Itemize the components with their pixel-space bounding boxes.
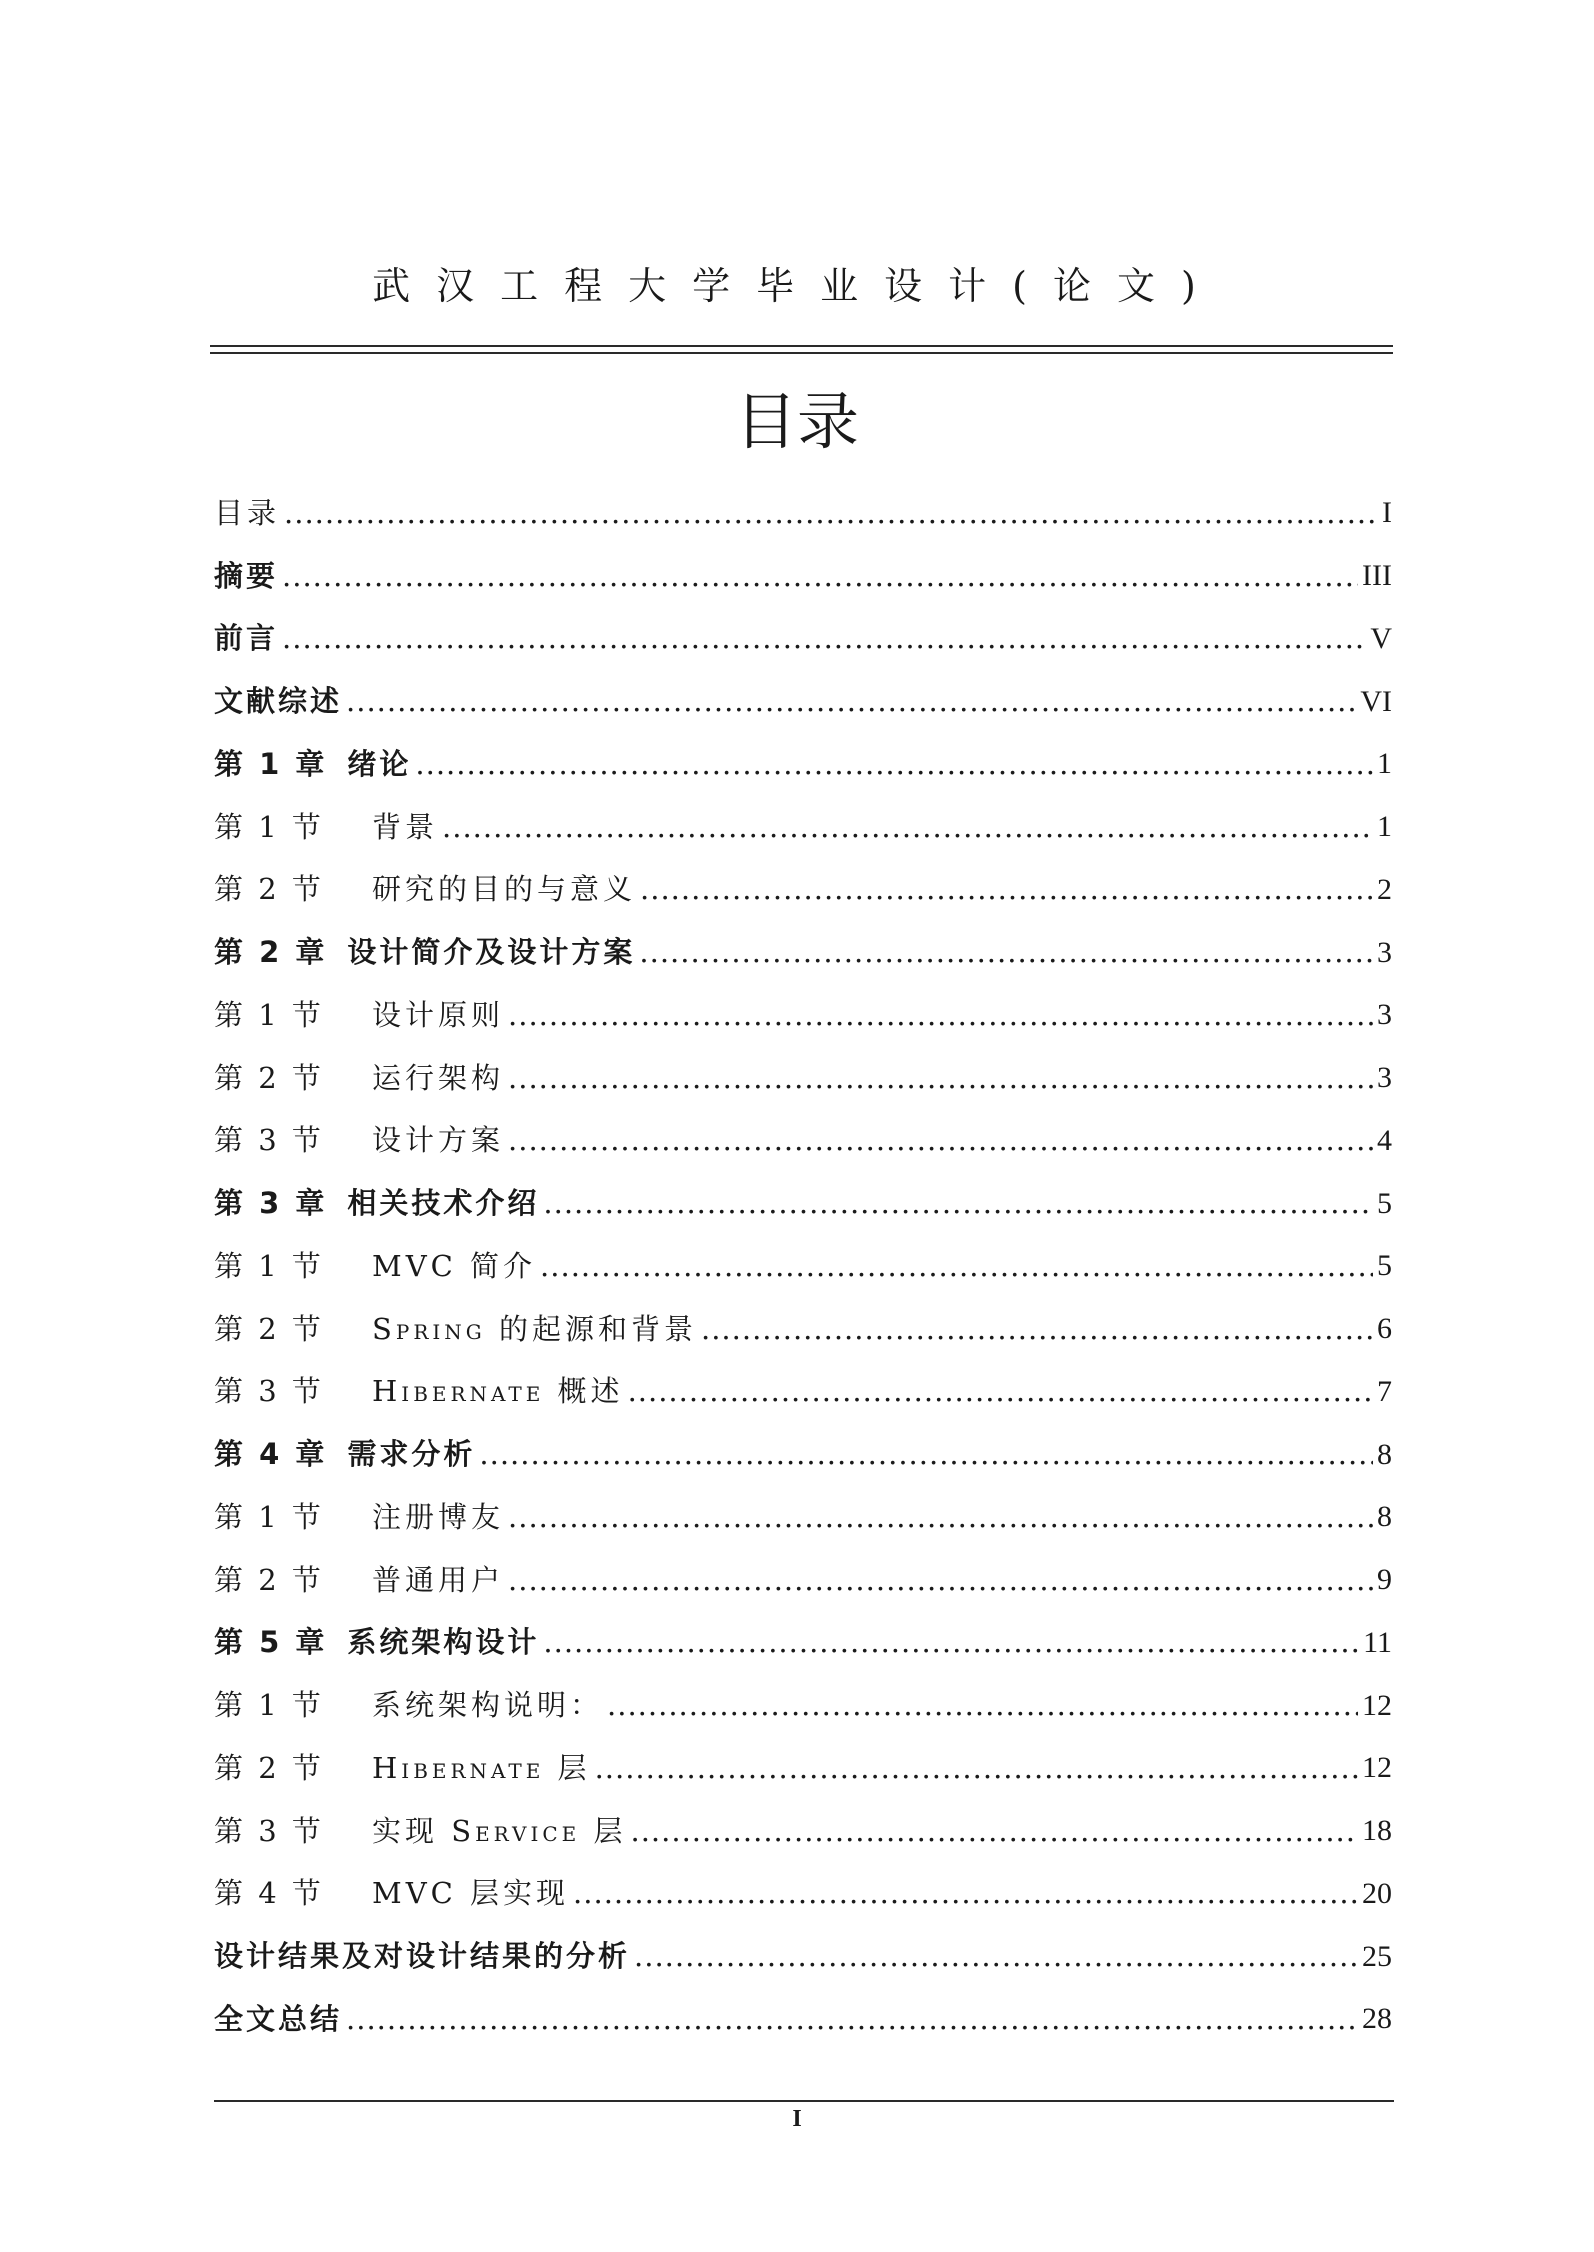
dot-leader (415, 750, 1373, 779)
toc-entry-title: Spring 的起源和背景 (372, 1311, 697, 1346)
chapter-number: 第 2 章 (214, 935, 328, 970)
toc-entry[interactable] (214, 1361, 1392, 1424)
dot-leader (508, 1566, 1373, 1595)
toc-entry-title: 研究的目的与意义 (372, 872, 637, 907)
header-rule-lower (210, 352, 1393, 354)
dot-leader (479, 1440, 1373, 1469)
toc-page-number: 5 (1377, 1249, 1392, 1283)
toc-page-number: 8 (1377, 1437, 1392, 1471)
dot-leader (284, 499, 1378, 528)
toc-page-number: 12 (1362, 1751, 1392, 1785)
toc-page-number: 25 (1362, 1939, 1392, 1973)
dot-leader (543, 1628, 1359, 1657)
toc-page-number: 5 (1377, 1186, 1392, 1220)
toc-entry-title: 需求分析 (347, 1437, 476, 1472)
page-title: 目录 (734, 385, 859, 458)
toc-entry-text (214, 1939, 631, 1974)
toc-entry-title: 设计方案 (372, 1123, 505, 1158)
section-number: 第 3 节 (214, 1813, 324, 1848)
toc-entry[interactable] (214, 1298, 1392, 1361)
toc-entry-text (214, 997, 505, 1032)
toc-entry-text (214, 621, 279, 656)
toc-entry[interactable] (214, 859, 1392, 922)
toc-entry-text (214, 1688, 604, 1723)
toc-entry[interactable] (214, 1612, 1392, 1675)
toc-page-number: V (1370, 621, 1392, 655)
section-number: 第 2 节 (214, 1750, 324, 1785)
running-header: 武汉工程大学毕业设计(论文) (372, 264, 1222, 308)
dot-leader (607, 1691, 1358, 1720)
section-number: 第 2 节 (214, 1562, 324, 1597)
toc-page-number: 1 (1377, 747, 1392, 781)
dot-leader (508, 1126, 1373, 1155)
toc-entry-text (214, 1374, 624, 1409)
toc-page-number: 18 (1362, 1814, 1392, 1848)
toc-entry-title: 普通用户 (372, 1562, 505, 1597)
dot-leader (346, 687, 1356, 716)
dot-leader (701, 1315, 1373, 1344)
toc-entry[interactable] (214, 1737, 1392, 1800)
toc-entry-text (214, 809, 439, 844)
toc-entry[interactable] (214, 482, 1392, 545)
toc-entry[interactable] (214, 545, 1392, 608)
toc-entry-title: MVC 层实现 (372, 1876, 570, 1911)
toc-page-number: 4 (1377, 1123, 1392, 1157)
toc-entry-text (214, 746, 412, 781)
toc-entry[interactable] (214, 1235, 1392, 1298)
chapter-number: 第 4 章 (214, 1437, 328, 1472)
dot-leader (543, 1189, 1373, 1218)
toc-entry-text (214, 1499, 505, 1534)
dot-leader (540, 1252, 1373, 1281)
toc-entry-title: 系统架构设计 (347, 1625, 540, 1660)
toc-entry-text (214, 1186, 540, 1221)
toc-entry[interactable] (214, 1486, 1392, 1549)
toc-page-number: 12 (1362, 1688, 1392, 1722)
dot-leader (508, 1064, 1373, 1093)
toc-entry-title: 设计原则 (372, 997, 505, 1032)
toc-entry[interactable] (214, 984, 1392, 1047)
toc-entry[interactable] (214, 1863, 1392, 1926)
section-number: 第 1 节 (214, 997, 324, 1032)
section-number: 第 2 节 (214, 1311, 324, 1346)
toc-entry-title: MVC 简介 (372, 1248, 537, 1283)
section-number: 第 1 节 (214, 1499, 324, 1534)
dot-leader (640, 875, 1373, 904)
section-number: 第 4 节 (214, 1876, 324, 1911)
dot-leader (346, 2005, 1358, 2034)
section-number: 第 1 节 (214, 809, 324, 844)
toc-page-number: III (1362, 559, 1392, 593)
dot-leader (282, 562, 1358, 591)
dot-leader (595, 1754, 1358, 1783)
toc-page-number: 28 (1362, 2002, 1392, 2036)
toc-entry-text (214, 1123, 505, 1158)
toc-entry[interactable] (214, 670, 1392, 733)
toc-entry-text (214, 558, 279, 593)
toc-page-number: 11 (1363, 1625, 1392, 1659)
toc-page-number: 2 (1377, 872, 1392, 906)
toc-entry-title: 注册博友 (372, 1499, 505, 1534)
section-number: 第 3 节 (214, 1374, 324, 1409)
toc-page-number: 3 (1377, 935, 1392, 969)
toc-entry[interactable] (214, 1674, 1392, 1737)
toc-entry-title: 相关技术介绍 (347, 1186, 540, 1221)
toc-page-number: VI (1360, 684, 1392, 718)
table-of-contents (214, 482, 1392, 2051)
toc-entry-text (214, 935, 636, 970)
page-number: I (792, 2106, 802, 2132)
toc-entry-title: 背景 (372, 809, 439, 844)
toc-entry-text (214, 872, 637, 907)
toc-entry-title: 文献综述 (214, 684, 343, 719)
toc-entry-text (214, 1750, 591, 1785)
toc-entry-title: 绪论 (347, 746, 412, 781)
dot-leader (573, 1879, 1358, 1908)
toc-entry-text (214, 1876, 570, 1911)
toc-page-number: 1 (1377, 810, 1392, 844)
toc-entry-title: 设计结果及对设计结果的分析 (214, 1939, 631, 1974)
toc-entry-text (214, 684, 343, 719)
toc-entry-title: 全文总结 (214, 2001, 343, 2036)
section-number: 第 3 节 (214, 1123, 324, 1158)
dot-leader (442, 813, 1373, 842)
toc-entry-text (214, 2001, 343, 2036)
toc-entry-title: 设计简介及设计方案 (347, 935, 636, 970)
section-number: 第 2 节 (214, 872, 324, 907)
toc-entry[interactable] (214, 1925, 1392, 1988)
toc-page-number: 7 (1377, 1374, 1392, 1408)
toc-page-number: I (1382, 496, 1392, 530)
toc-entry[interactable] (214, 733, 1392, 796)
toc-entry[interactable] (214, 1172, 1392, 1235)
toc-entry-title: Hibernate 层 (372, 1750, 591, 1785)
toc-page-number: 3 (1377, 1061, 1392, 1095)
dot-leader (282, 624, 1366, 653)
toc-entry-title: 实现 Service 层 (372, 1813, 627, 1848)
toc-entry-text (214, 1248, 537, 1283)
toc-entry[interactable] (214, 1110, 1392, 1173)
footer-rule (214, 2100, 1394, 2102)
toc-entry[interactable] (214, 1800, 1392, 1863)
dot-leader (508, 1001, 1373, 1030)
toc-entry-text (214, 495, 281, 530)
toc-entry-text (214, 1311, 697, 1346)
toc-entry-text (214, 1437, 476, 1472)
toc-entry[interactable] (214, 1047, 1392, 1110)
chapter-number: 第 5 章 (214, 1625, 328, 1660)
toc-page-number: 3 (1377, 998, 1392, 1032)
toc-entry-title: 前言 (214, 621, 279, 656)
toc-entry-title: 目录 (214, 495, 281, 530)
section-number: 第 2 节 (214, 1060, 324, 1095)
dot-leader (508, 1503, 1373, 1532)
toc-entry[interactable] (214, 1549, 1392, 1612)
toc-entry-text (214, 1060, 505, 1095)
toc-page-number: 9 (1377, 1563, 1392, 1597)
dot-leader (628, 1377, 1373, 1406)
section-number: 第 1 节 (214, 1248, 324, 1283)
toc-entry[interactable] (214, 1988, 1392, 2051)
toc-entry[interactable] (214, 608, 1392, 671)
toc-page-number: 6 (1377, 1312, 1392, 1346)
toc-page-number: 20 (1362, 1876, 1392, 1910)
header-rule-upper (210, 345, 1393, 347)
toc-page-number: 8 (1377, 1500, 1392, 1534)
toc-entry-title: 系统架构说明： (372, 1688, 604, 1723)
toc-entry-title: 摘要 (214, 558, 279, 593)
dot-leader (639, 938, 1373, 967)
toc-entry-title: Hibernate 概述 (372, 1374, 624, 1409)
chapter-number: 第 3 章 (214, 1186, 328, 1221)
chapter-number: 第 1 章 (214, 746, 328, 781)
toc-entry[interactable] (214, 796, 1392, 859)
toc-entry-text (214, 1813, 627, 1848)
toc-entry-title: 运行架构 (372, 1060, 505, 1095)
toc-entry[interactable] (214, 921, 1392, 984)
toc-entry[interactable] (214, 1423, 1392, 1486)
dot-leader (631, 1817, 1359, 1846)
dot-leader (634, 1942, 1358, 1971)
toc-entry-text (214, 1562, 505, 1597)
section-number: 第 1 节 (214, 1688, 324, 1723)
toc-entry-text (214, 1625, 540, 1660)
